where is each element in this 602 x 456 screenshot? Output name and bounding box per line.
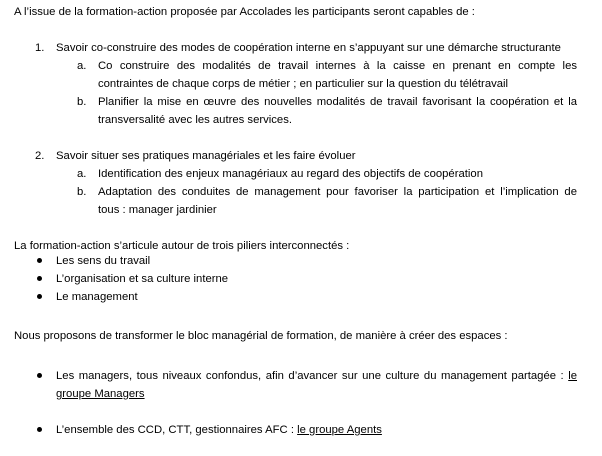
proposal-item-1-text: Les managers, tous niveaux confondus, afin d’avancer sur une culture du management partagée : bbox=[56, 370, 564, 382]
bullet-icon bbox=[37, 294, 42, 299]
bullet-icon bbox=[37, 373, 42, 378]
subitem-2b-line-2: tous : manager jardinier bbox=[98, 204, 217, 216]
bullet-icon bbox=[37, 427, 42, 432]
subitem-2a-line-1: Identification des enjeux managériaux au regard des objectifs de coopération bbox=[98, 168, 483, 180]
subitem-letter-1a: a. bbox=[77, 60, 87, 72]
subitem-letter-2a: a. bbox=[77, 168, 87, 180]
pillar-item-1: Les sens du travail bbox=[56, 255, 151, 267]
pillar-item-2: L’organisation et sa culture interne bbox=[56, 273, 229, 285]
subitem-1b-line-1: Planifier la mise en œuvre des nouvelles modalités de travail favorisant la coopération et la bbox=[98, 96, 577, 108]
subitem-1a-line-2: contraintes de chaque corps de métier ; en particulier sur la question du télétravail bbox=[98, 78, 509, 90]
subitem-letter-1b: b. bbox=[77, 96, 87, 108]
proposal-item-1-link-end[interactable]: groupe Managers bbox=[56, 388, 145, 400]
section-title-2: Savoir situer ses pratiques managériales et les faire évoluer bbox=[56, 150, 356, 162]
bullet-icon bbox=[37, 276, 42, 281]
intro-paragraph: A l’issue de la formation-action proposée par Accolades les participants seront capables de : bbox=[14, 6, 475, 18]
proposal-paragraph: Nous proposons de transformer le bloc managérial de formation, de manière à créer des espaces : bbox=[14, 330, 508, 342]
section-title-1: Savoir co-construire des modes de coopération interne en s’appuyant sur une démarche structurante bbox=[56, 42, 561, 54]
pillars-intro: La formation-action s’articule autour de trois piliers interconnectés : bbox=[14, 240, 350, 252]
proposal-item-1-link-start[interactable]: le bbox=[568, 370, 577, 382]
proposal-item-2-link[interactable]: le groupe Agents bbox=[297, 424, 382, 436]
proposal-item-2 bbox=[56, 421, 382, 439]
subitem-1a-line-1: Co construire des modalités de travail internes à la caisse en prenant en compte les bbox=[98, 60, 577, 72]
section-number-2: 2. bbox=[35, 150, 45, 162]
proposal-item-1-line-1 bbox=[56, 367, 577, 385]
subitem-2b-line-1: Adaptation des conduites de management pour favoriser la participation et l’implication de bbox=[98, 186, 577, 198]
pillar-item-3: Le management bbox=[56, 291, 138, 303]
bullet-icon bbox=[37, 258, 42, 263]
section-number-1: 1. bbox=[35, 42, 45, 54]
subitem-letter-2b: b. bbox=[77, 186, 87, 198]
proposal-item-1-line-2 bbox=[56, 385, 145, 403]
proposal-item-2-text: L’ensemble des CCD, CTT, gestionnaires AFC : bbox=[56, 424, 294, 436]
subitem-1b-line-2: transversalité avec les autres services. bbox=[98, 114, 293, 126]
